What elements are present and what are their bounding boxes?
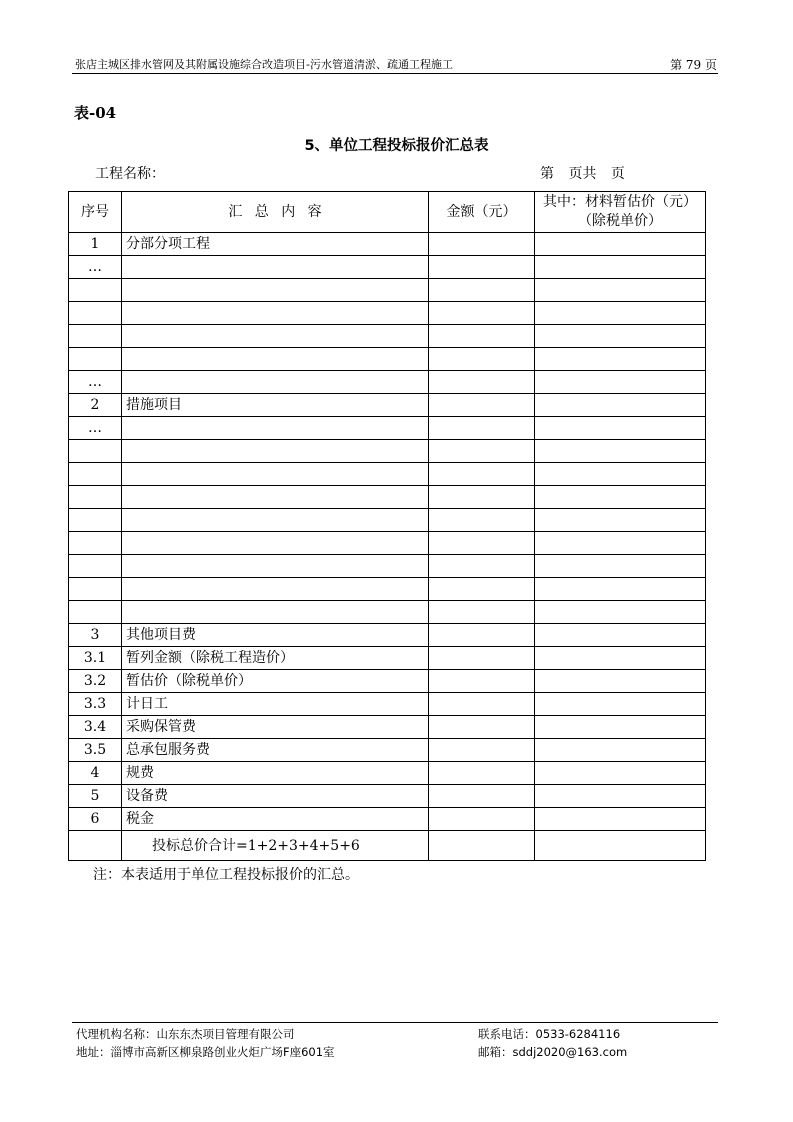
row-material-estimate bbox=[535, 739, 706, 762]
row-amount bbox=[429, 302, 535, 325]
row-index bbox=[69, 601, 122, 624]
row-content bbox=[122, 348, 429, 371]
row-index bbox=[69, 279, 122, 302]
row-content bbox=[122, 256, 429, 279]
row-index: … bbox=[69, 417, 122, 440]
row-material-estimate bbox=[535, 325, 706, 348]
table-row bbox=[69, 624, 706, 647]
footer-divider bbox=[72, 1022, 718, 1023]
row-index bbox=[69, 302, 122, 325]
page-title: 5、单位工程投标报价汇总表 bbox=[304, 138, 489, 154]
table-row bbox=[69, 486, 706, 509]
row-amount bbox=[429, 440, 535, 463]
row-index: 3.1 bbox=[69, 647, 122, 670]
header-material-estimate: 其中：材料暂估价（元）（除税单价） bbox=[535, 192, 706, 233]
total-index bbox=[69, 831, 122, 861]
row-index bbox=[69, 509, 122, 532]
row-content: 暂列金额（除税工程造价） bbox=[122, 647, 429, 670]
row-material-estimate bbox=[535, 233, 706, 256]
row-amount bbox=[429, 394, 535, 417]
table-row bbox=[69, 233, 706, 256]
footer-phone: 联系电话：0533-6284116 bbox=[478, 1027, 621, 1041]
row-content bbox=[122, 601, 429, 624]
row-amount bbox=[429, 509, 535, 532]
total-row bbox=[69, 831, 706, 861]
row-amount bbox=[429, 785, 535, 808]
row-content bbox=[122, 463, 429, 486]
row-amount bbox=[429, 601, 535, 624]
table-row bbox=[69, 325, 706, 348]
row-amount bbox=[429, 325, 535, 348]
row-content bbox=[122, 555, 429, 578]
row-material-estimate bbox=[535, 440, 706, 463]
row-amount bbox=[429, 417, 535, 440]
table-row bbox=[69, 279, 706, 302]
row-index bbox=[69, 532, 122, 555]
row-material-estimate bbox=[535, 509, 706, 532]
table-row bbox=[69, 302, 706, 325]
row-material-estimate bbox=[535, 555, 706, 578]
row-material-estimate bbox=[535, 693, 706, 716]
header-index: 序号 bbox=[69, 192, 122, 233]
row-material-estimate bbox=[535, 578, 706, 601]
row-index: 3.4 bbox=[69, 716, 122, 739]
row-amount bbox=[429, 578, 535, 601]
table-header-row bbox=[69, 192, 706, 233]
footer-email: 邮箱：sddj2020@163.com bbox=[478, 1045, 628, 1059]
table-row bbox=[69, 601, 706, 624]
row-index bbox=[69, 463, 122, 486]
footer-address: 地址：淄博市高新区柳泉路创业火炬广场F座601室 bbox=[76, 1045, 335, 1059]
header-project-title: 张店主城区排水管网及其附属设施综合改造项目-污水管道清淤、疏通工程施工 bbox=[75, 58, 453, 71]
row-index: 1 bbox=[69, 233, 122, 256]
row-amount bbox=[429, 670, 535, 693]
row-amount bbox=[429, 463, 535, 486]
row-material-estimate bbox=[535, 716, 706, 739]
row-amount bbox=[429, 762, 535, 785]
summary-table bbox=[68, 191, 706, 861]
row-content: 其他项目费 bbox=[122, 624, 429, 647]
row-material-estimate bbox=[535, 647, 706, 670]
row-index bbox=[69, 555, 122, 578]
row-amount bbox=[429, 693, 535, 716]
row-content bbox=[122, 371, 429, 394]
row-amount bbox=[429, 256, 535, 279]
table-row bbox=[69, 348, 706, 371]
table-row bbox=[69, 532, 706, 555]
project-name-label: 工程名称： bbox=[95, 166, 165, 182]
table-row bbox=[69, 647, 706, 670]
table-row bbox=[69, 371, 706, 394]
row-index bbox=[69, 486, 122, 509]
header-content: 汇 总 内 容 bbox=[122, 192, 429, 233]
total-material-estimate bbox=[535, 831, 706, 861]
table-row bbox=[69, 808, 706, 831]
row-content: 采购保管费 bbox=[122, 716, 429, 739]
table-row bbox=[69, 670, 706, 693]
table-row bbox=[69, 578, 706, 601]
row-amount bbox=[429, 808, 535, 831]
footer-agency: 代理机构名称：山东东杰项目管理有限公司 bbox=[76, 1027, 295, 1041]
row-index: … bbox=[69, 256, 122, 279]
row-index: 2 bbox=[69, 394, 122, 417]
row-amount bbox=[429, 348, 535, 371]
row-content: 规费 bbox=[122, 762, 429, 785]
row-material-estimate bbox=[535, 601, 706, 624]
row-index: 3 bbox=[69, 624, 122, 647]
row-material-estimate bbox=[535, 302, 706, 325]
row-content bbox=[122, 486, 429, 509]
form-code: 表-04 bbox=[74, 104, 117, 122]
row-material-estimate bbox=[535, 371, 706, 394]
row-index: 3.2 bbox=[69, 670, 122, 693]
row-material-estimate bbox=[535, 624, 706, 647]
table-row bbox=[69, 762, 706, 785]
header-page-number: 第 79 页 bbox=[670, 58, 717, 72]
header-amount: 金额（元） bbox=[429, 192, 535, 233]
table-row bbox=[69, 693, 706, 716]
table-note: 注：本表适用于单位工程投标报价的汇总。 bbox=[93, 867, 359, 883]
row-material-estimate bbox=[535, 394, 706, 417]
row-content: 暂估价（除税单价） bbox=[122, 670, 429, 693]
row-content bbox=[122, 279, 429, 302]
row-content bbox=[122, 509, 429, 532]
table-row bbox=[69, 417, 706, 440]
row-index bbox=[69, 348, 122, 371]
row-content: 总承包服务费 bbox=[122, 739, 429, 762]
row-material-estimate bbox=[535, 762, 706, 785]
row-content bbox=[122, 532, 429, 555]
row-material-estimate bbox=[535, 670, 706, 693]
row-index bbox=[69, 578, 122, 601]
row-amount bbox=[429, 647, 535, 670]
row-content bbox=[122, 440, 429, 463]
row-material-estimate bbox=[535, 463, 706, 486]
row-content: 措施项目 bbox=[122, 394, 429, 417]
row-material-estimate bbox=[535, 417, 706, 440]
row-content: 计日工 bbox=[122, 693, 429, 716]
table-row bbox=[69, 785, 706, 808]
row-amount bbox=[429, 716, 535, 739]
row-material-estimate bbox=[535, 348, 706, 371]
row-content: 税金 bbox=[122, 808, 429, 831]
row-amount bbox=[429, 486, 535, 509]
table-row bbox=[69, 394, 706, 417]
row-amount bbox=[429, 624, 535, 647]
total-amount bbox=[429, 831, 535, 861]
table-row bbox=[69, 555, 706, 578]
row-material-estimate bbox=[535, 785, 706, 808]
row-content bbox=[122, 325, 429, 348]
row-index: 5 bbox=[69, 785, 122, 808]
row-index: 6 bbox=[69, 808, 122, 831]
row-material-estimate bbox=[535, 279, 706, 302]
row-material-estimate bbox=[535, 808, 706, 831]
table-row bbox=[69, 463, 706, 486]
row-index: 3.3 bbox=[69, 693, 122, 716]
table-row bbox=[69, 716, 706, 739]
row-amount bbox=[429, 555, 535, 578]
table-row bbox=[69, 256, 706, 279]
table-row bbox=[69, 509, 706, 532]
row-material-estimate bbox=[535, 256, 706, 279]
row-index: 4 bbox=[69, 762, 122, 785]
row-material-estimate bbox=[535, 486, 706, 509]
row-content bbox=[122, 417, 429, 440]
table-row bbox=[69, 440, 706, 463]
row-amount bbox=[429, 739, 535, 762]
page-info: 第 页共 页 bbox=[540, 166, 625, 182]
row-material-estimate bbox=[535, 532, 706, 555]
total-label: 投标总价合计=1+2+3+4+5+6 bbox=[122, 831, 429, 861]
row-content: 分部分项工程 bbox=[122, 233, 429, 256]
header-divider bbox=[72, 73, 718, 74]
table-row bbox=[69, 739, 706, 762]
row-content bbox=[122, 302, 429, 325]
row-index bbox=[69, 440, 122, 463]
row-amount bbox=[429, 371, 535, 394]
row-content: 设备费 bbox=[122, 785, 429, 808]
row-index: 3.5 bbox=[69, 739, 122, 762]
row-amount bbox=[429, 233, 535, 256]
row-content bbox=[122, 578, 429, 601]
row-amount bbox=[429, 532, 535, 555]
row-index bbox=[69, 325, 122, 348]
row-amount bbox=[429, 279, 535, 302]
row-index: … bbox=[69, 371, 122, 394]
